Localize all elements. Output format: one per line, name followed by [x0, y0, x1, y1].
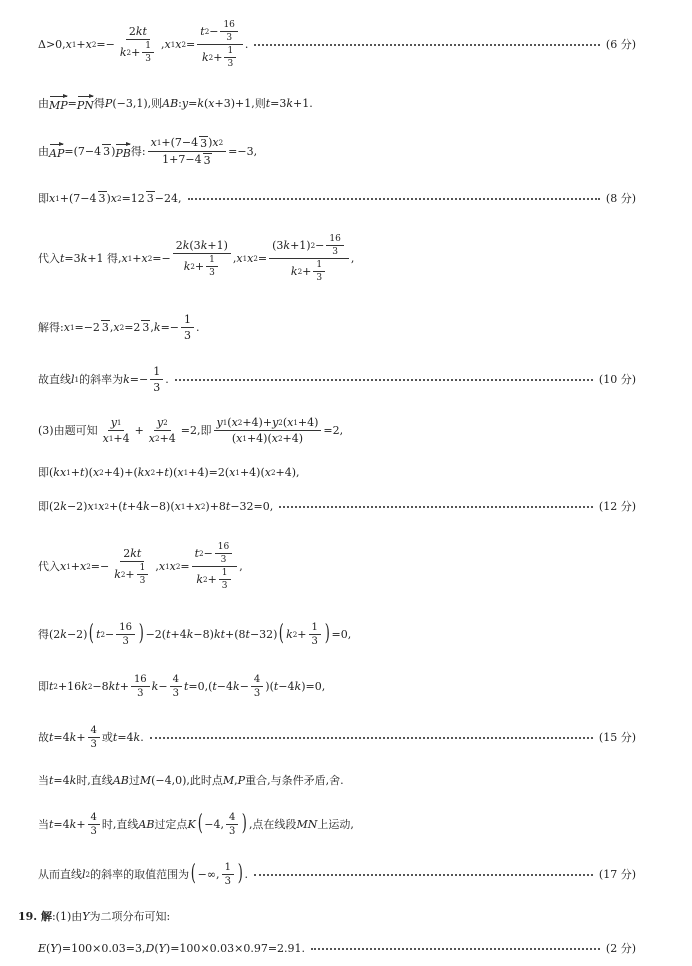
score-label: (17 分) [598, 868, 636, 881]
line-15-math: 当 t =4 k 时,直线 AB 过 M (−4,0),此时点 M , P 重合,与条件矛盾,舍. [38, 773, 344, 787]
line-5 [38, 226, 636, 290]
line-11 [38, 534, 636, 598]
line-16-math: 当 t =4 k + $\frac{4}{3}$ 时,直线 AB 过定点 K ( −4, 4 3 ) ,点在线段 MN 上运动, [38, 811, 354, 837]
line-8 [38, 412, 636, 448]
line-2 [38, 92, 636, 114]
leader-dots [150, 737, 593, 739]
line-3 [38, 134, 636, 168]
score-label: (2 分) [605, 942, 636, 955]
score-label: (8 分) [605, 192, 636, 205]
score-label: (10 分) [598, 373, 636, 386]
leader-dots [311, 948, 600, 950]
line-1-math: Δ>0, x 1 + x 2 =− 2 kt k 2 + 1 3 , x 1 x 2 = t 2 − 16 3 k 2 + 1 3 . [38, 19, 249, 69]
line-3-math: 由 AP =(7−4 3 ) PB 得: x 1 +(7−4 3 ) x 2 1+7−4 3 =−3, [38, 136, 258, 167]
line-9-math: 即( kx 1 + t )( x 2 +4)+( kx 2 + t )( x 1 +4)=2( x 1 +4)( x 2 +4), [38, 465, 300, 479]
line-9 [38, 462, 636, 482]
line-18-math: 19. 解 :(1)由 Y 为二项分布可知: [18, 909, 171, 923]
line-17 [38, 858, 636, 890]
line-11-math: 代入 x 1 + x 2 =− 2 kt k 2 + 1 3 , x 1 x 2 = t 2 − 16 3 k 2 + 1 3 , [38, 541, 243, 591]
leader-dots [175, 379, 593, 381]
line-13 [38, 670, 636, 702]
leader-dots [279, 506, 593, 508]
line-17-math: 从而直线 l 2 的斜率的取值范围为 ( −∞, 1 3 ) . [38, 861, 249, 887]
leader-dots [254, 44, 600, 46]
line-10-math: 即(2 k −2) x 1 x 2 +( t +4 k −8)( x 1 + x 2 )+8 t −32=0, [38, 499, 274, 513]
score-label: (15 分) [598, 731, 636, 744]
line-6-math: 解得: x 1 =−2 3 , x 2 =2 3 , k =− $\frac{1}{3}$ . [38, 312, 200, 342]
line-2-math: 由 MP = PN 得 P (−3,1),则 AB : y = k ( x +3)+1,则 t =3 k +1. [38, 94, 313, 112]
line-6 [38, 312, 636, 342]
score-label: (12 分) [598, 500, 636, 513]
line-8-math: (3)由题可知 y 1 x 1 +4 + y 2 x 2 +4 =2,即 y 1 ( x 2 +4)+ y 2 ( x 1 +4) ( x 1 +4)( x 2 +4) =2, [38, 415, 344, 445]
line-19 [38, 938, 636, 958]
line-14 [38, 722, 636, 752]
leader-dots [254, 874, 593, 876]
line-4-math: 即 x 1 +(7−4 3 ) x 2 =12 3 −24, [38, 191, 182, 205]
line-12-math: 得(2 k −2) ( t 2 − $\frac{16}{3}$ ) −2( t +4 k −8) kt +(8 t −32) ( k 2 + $\frac{1}{3}$ ) =0, [38, 621, 352, 647]
score-label: (6 分) [605, 38, 636, 51]
line-7 [38, 364, 636, 394]
line-1 [38, 14, 636, 74]
line-7-math: 故直线 l 1 的斜率为 k =− $\frac{1}{3}$ . [38, 364, 169, 394]
line-12 [38, 618, 636, 650]
line-18 [18, 906, 636, 926]
line-14-math: 故 t =4 k + $\frac{4}{3}$ 或 t =4 k . [38, 724, 144, 750]
line-15 [38, 770, 636, 790]
line-19-math: E ( Y )=100×0.03=3, D ( Y )=100×0.03×0.97=2.91. [38, 941, 306, 955]
line-10 [38, 496, 636, 516]
line-13-math: 即 t 2 +16 k 2 −8 kt + $\frac{16}{3}$ k − $\frac{4}{3}$ t =0,( t −4 k − $\frac{4}{3}$ )( t −4 k )=0, [38, 673, 326, 699]
line-16 [38, 808, 636, 840]
line-4 [38, 188, 636, 208]
line-5-math: 代入 t =3 k +1 得, x 1 + x 2 =− 2 k (3 k +1) k 2 + 1 3 , x 1 x 2 = (3 k +1) 2 − 16 3 k 2 + 1 3 , [38, 233, 355, 283]
leader-dots [188, 198, 600, 200]
